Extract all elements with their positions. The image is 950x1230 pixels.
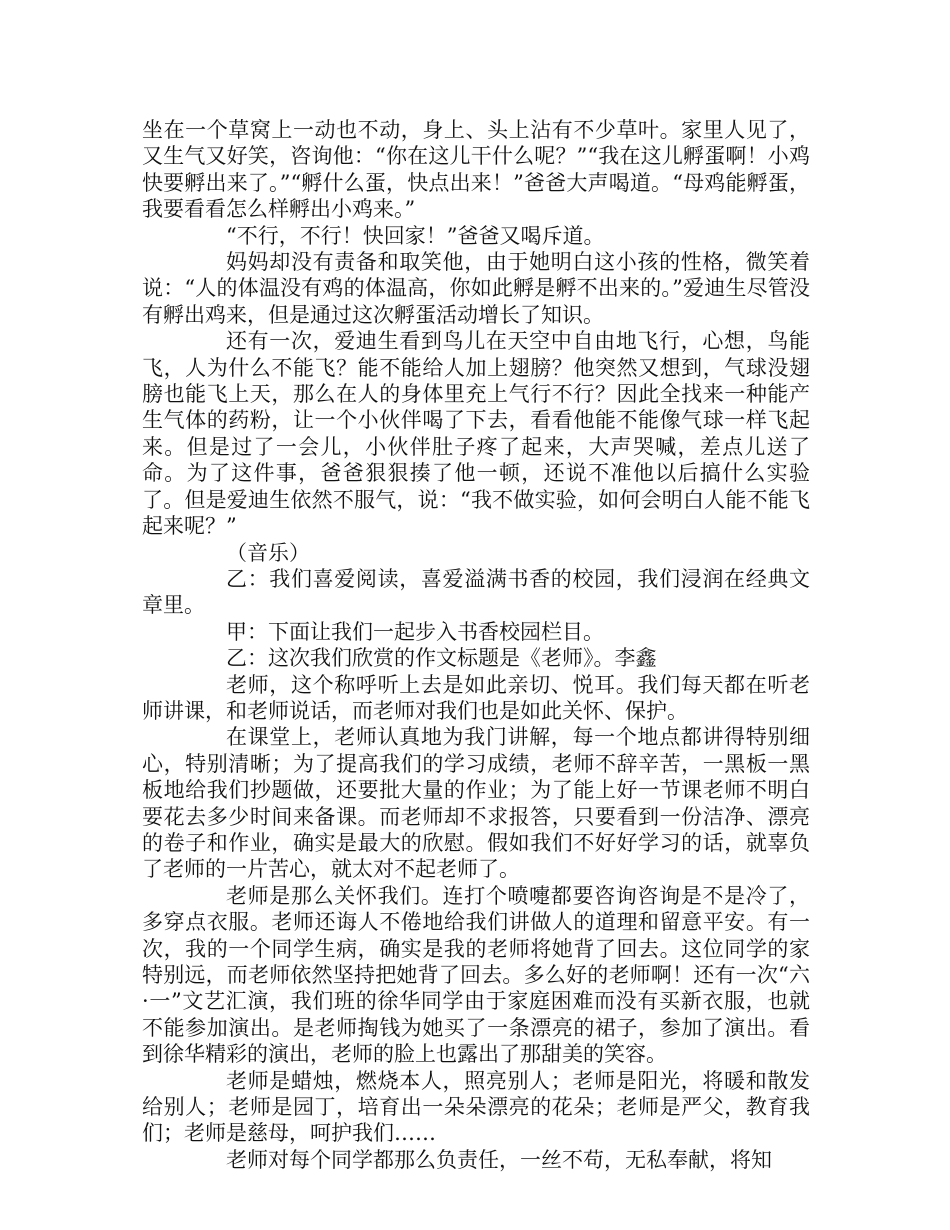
- paragraph-1: 坐在一个草窝上一动也不动，身上、头上沾有不少草叶。家里人见了，又生气又好笑，咨询他：“你在这儿干什么呢？”“我在这儿孵蛋啊！小鸡快要孵出来了。”“孵什么蛋，快点出来！”爸爸大声喝道。“母鸡能孵蛋，我要看看怎么样孵出小鸡来。”: [142, 118, 810, 222]
- paragraph-13: 老师对每个同学都那么负责任，一丝不苟，无私奉献，将知: [226, 1147, 772, 1172]
- paragraph-2: “不行，不行！快回家！”爸爸又喝斥道。: [226, 223, 605, 248]
- paragraph-7: 甲：下面让我们一起步入书香校园栏目。: [226, 619, 604, 644]
- paragraph-11: 老师是那么关怀我们。连打个喷嚏都要咨询咨询是不是冷了，多穿点衣服。老师还诲人不倦地给我们讲做人的道理和留意平安。有一次，我的一个同学生病，确实是我的老师将她背了回去。这位同学的家特别远，而老师依然坚持把她背了回去。多么好的老师啊！还有一次“六·一”文艺汇演，我们班的徐华同学由于家庭困难而没有买新衣服，也就不能参加演出。是老师掏钱为她买了一条漂亮的裙子，参加了演出。看到徐华精彩的演出，老师的脸上也露出了那甜美的笑容。: [142, 883, 810, 1067]
- paragraph-10: 在课堂上，老师认真地为我门讲解，每一个地点都讲得特别细心，特别清晰；为了提高我们的学习成绩，老师不辞辛苦，一黑板一黑板地给我们抄题做，还要批大量的作业；为了能上好一节课老师不明白要花去多少时间来备课。而老师却不求报答，只要看到一份洁净、漂亮的卷子和作业，确实是最大的欣慰。假如我们不好好学习的话，就辜负了老师的一片苦心，就太对不起老师了。: [142, 725, 810, 882]
- paragraph-4: 还有一次，爱迪生看到鸟儿在天空中自由地飞行，心想，鸟能飞，人为什么不能飞？能不能给人加上翅膀？他突然又想到，气球没翅膀也能飞上天，那么在人的身体里充上气行不行？因此全找来一种能产生气体的药粉，让一个小伙伴喝了下去，看看他能不能像气球一样飞起来。但是过了一会儿，小伙伴肚子疼了起来，大声哭喊，差点儿送了命。为了这件事，爸爸狠狠揍了他一顿，还说不准他以后搞什么实验了。但是爱迪生依然不服气，说：“我不做实验，如何会明白人能不能飞起来呢？”: [142, 329, 810, 539]
- paragraph-5: （音乐）: [226, 540, 310, 565]
- paragraph-12: 老师是蜡烛，燃烧本人，照亮别人；老师是阳光，将暖和散发给别人；老师是园丁，培育出一朵朵漂亮的花朵；老师是严父，教育我们；老师是慈母，呵护我们……: [142, 1068, 810, 1146]
- document-body: [142, 117, 810, 1173]
- paragraph-6: 乙：我们喜爱阅读，喜爱溢满书香的校园，我们浸润在经典文章里。: [142, 566, 810, 618]
- paragraph-9: 老师，这个称呼听上去是如此亲切、悦耳。我们每天都在听老师讲课，和老师说话，而老师对我们也是如此关怀、保护。: [142, 672, 810, 723]
- paragraph-8: 乙：这次我们欣赏的作文标题是《老师》。李鑫: [226, 646, 657, 671]
- paragraph-3: 妈妈却没有责备和取笑他，由于她明白这小孩的性格，微笑着说：“人的体温没有鸡的体温高，你如此孵是孵不出来的。”爱迪生尽管没有孵出鸡来，但是通过这次孵蛋活动增长了知识。: [142, 250, 810, 327]
